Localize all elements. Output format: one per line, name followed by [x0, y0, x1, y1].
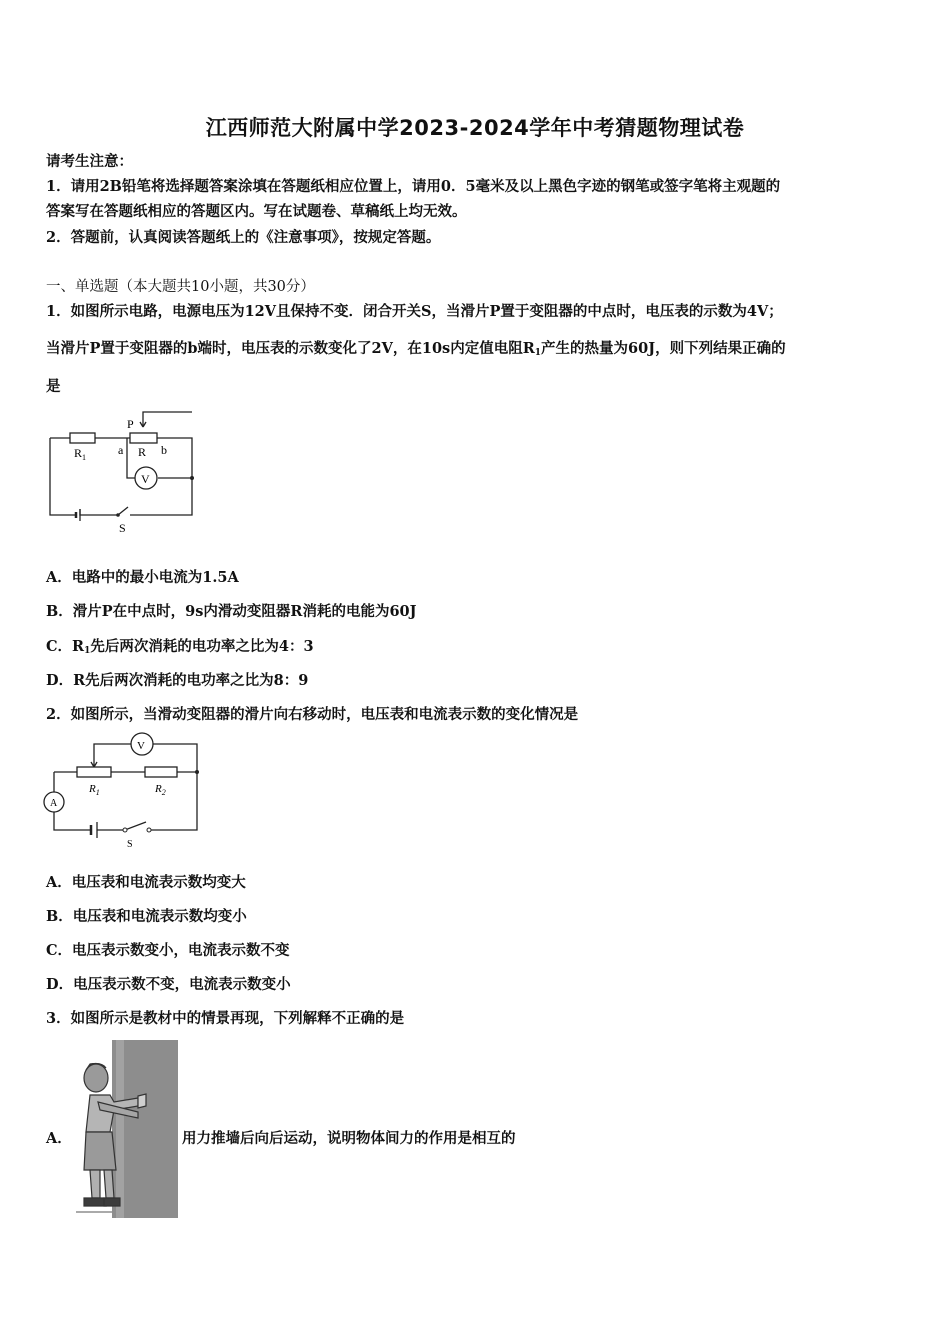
- q1-option-c-subscript: 1: [84, 646, 91, 656]
- section-heading: 一、单选题（本大题共10小题，共30分）: [46, 279, 315, 295]
- q2-stem: 2．如图所示，当滑动变阻器的滑片向右移动时，电压表和电流表示数的变化情况是: [46, 706, 579, 723]
- q2-option-a: A．电压表和电流表示数均变大: [46, 874, 246, 891]
- q1-stem-line-2-post: 产生的热量为60J，则下列结果正确的: [541, 340, 786, 357]
- q3-option-a-label: A．: [46, 1130, 72, 1147]
- q2-rheostat-r1: [77, 767, 111, 777]
- q1-stem-line-2-pre: 当滑片P置于变阻器的b端时，电压表的示数变化了2V，在10s内定值电阻R: [46, 340, 535, 357]
- q1-label-a: a: [118, 443, 124, 457]
- q2-resistor-r2: [145, 767, 177, 777]
- q1-option-c-post: 先后两次消耗的电功率之比为4：3: [90, 638, 314, 655]
- page-title: 江西师范大附属中学2023-2024学年中考猜题物理试卷: [205, 116, 745, 140]
- notice-item-2: 2．答题前，认真阅读答题纸上的《注意事项》，按规定答题。: [46, 229, 441, 246]
- q1-option-c: [46, 637, 314, 661]
- q2-switch-pivot: [123, 828, 127, 832]
- q1-junction-dot: [190, 476, 194, 480]
- q2-option-b: B．电压表和电流表示数均变小: [46, 908, 247, 925]
- q1-option-a: A．电路中的最小电流为1.5A: [46, 569, 239, 586]
- wall-edge: [116, 1040, 124, 1218]
- q2-option-c: C．电压表示数变小，电流表示数不变: [46, 942, 290, 959]
- notice-item-1-line-1: 1．请用2B铅笔将选择题答案涂填在答题纸相应位置上，请用0．5毫米及以上黑色字迹的钢笔或签字笔将主观题的: [46, 178, 781, 195]
- notice-item-1-line-2: 答案写在答题纸相应的答题区内。写在试题卷、草稿纸上均无效。: [46, 203, 467, 220]
- q3-stem: 3．如图所示是教材中的情景再现，下列解释不正确的是: [46, 1010, 405, 1027]
- q2-junction-dot: [195, 770, 199, 774]
- q1-resistor-r1: [70, 433, 95, 443]
- q2-switch-contact: [147, 828, 151, 832]
- q1-label-b: b: [161, 443, 167, 457]
- q1-stem-line-1: 1．如图所示电路，电源电压为12V且保持不变．闭合开关S，当滑片P置于变阻器的中点时，电压表的示数为4V；: [46, 303, 783, 320]
- q1-option-d: D．R先后两次消耗的电功率之比为8：9: [46, 672, 309, 689]
- q2-option-d: D．电压表示数不变，电流表示数变小: [46, 976, 291, 993]
- q1-label-s: S: [119, 521, 126, 535]
- q2-circuit-diagram: [42, 732, 207, 854]
- q2-label-s: S: [127, 839, 133, 850]
- q1-stem-line-2: [46, 339, 786, 363]
- q1-label-r1: $R_1$: [74, 446, 87, 462]
- q1-option-b: B．滑片P在中点时，9s内滑动变阻器R消耗的电能为60J: [46, 603, 417, 620]
- q3-option-a-text: 用力推墙后向后运动，说明物体间力的作用是相互的: [182, 1130, 516, 1147]
- notice-heading: 请考生注意：: [46, 153, 133, 170]
- q1-option-c-pre: C．R: [46, 638, 85, 655]
- q2-label-v: V: [137, 740, 145, 752]
- q1-label-v: V: [141, 472, 150, 486]
- q1-label-r: R: [138, 445, 147, 459]
- q2-label-r1: $R_1$: [89, 783, 100, 797]
- q2-label-a: A: [50, 798, 58, 809]
- q1-label-p: P: [127, 417, 134, 431]
- q1-rheostat-r: [130, 433, 157, 443]
- q1-stem-line-3: 是: [46, 378, 61, 395]
- q2-label-r2: $R_2$: [155, 783, 166, 797]
- q1-switch-pivot: [116, 513, 120, 517]
- q1-circuit-diagram: [40, 405, 210, 540]
- q3-push-wall-illustration: [76, 1040, 178, 1218]
- q1-r1-subscript: 1: [534, 348, 542, 358]
